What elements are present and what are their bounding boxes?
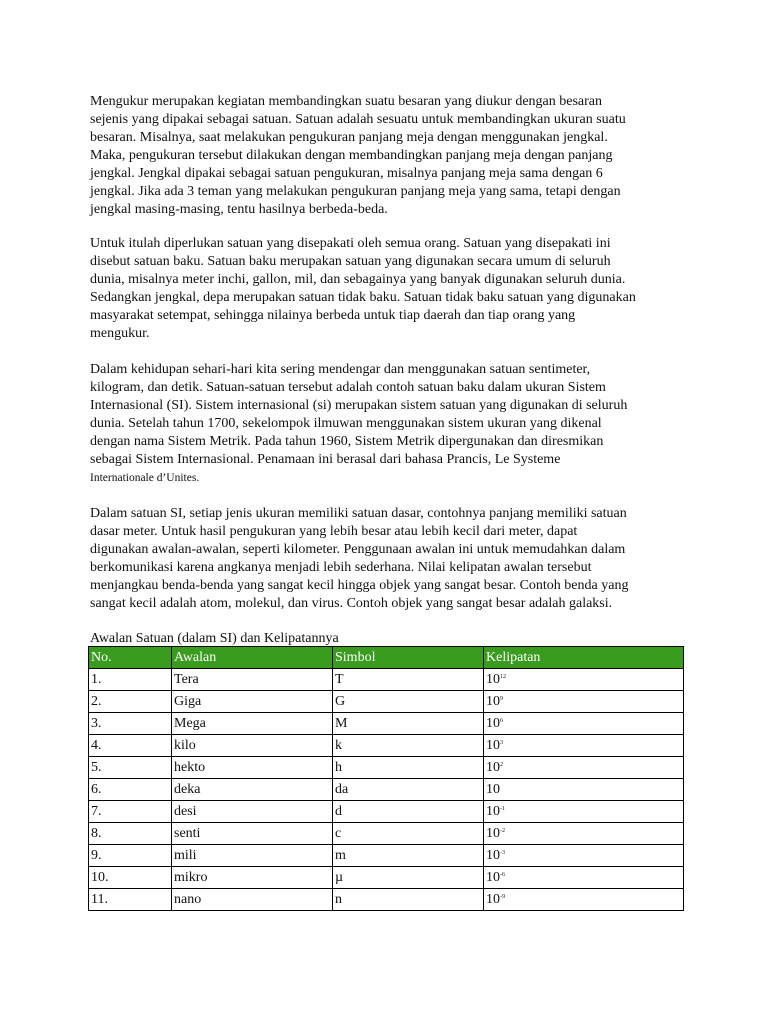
text-line: menjangkau benda-benda yang sangat kecil hingga objek yang sangat besar. Contoh benda yang bbox=[90, 578, 629, 593]
cell-kelipatan bbox=[484, 867, 684, 889]
text-line: digunakan awalan-awalan, seperti kilometer. Penggunaan awalan ini untuk memudahkan dalam bbox=[90, 542, 626, 557]
multiplier-exponent: -1 bbox=[500, 806, 505, 812]
table-row bbox=[89, 779, 684, 801]
cell-no: 11. bbox=[89, 889, 172, 911]
text-line: Untuk itulah diperlukan satuan yang disepakati oleh semua orang. Satuan yang disepakati ini bbox=[90, 236, 611, 251]
table-row bbox=[89, 889, 684, 911]
cell-no: 8. bbox=[89, 823, 172, 845]
cell-kelipatan bbox=[484, 669, 684, 691]
multiplier-exponent: 9 bbox=[500, 696, 503, 702]
header-no: No. bbox=[89, 647, 172, 669]
text-line: Internasional (SI). Sistem internasional (si) merupakan sistem satuan yang digunakan di seluruh bbox=[90, 398, 628, 413]
cell-awalan: mikro bbox=[172, 867, 333, 889]
cell-kelipatan bbox=[484, 713, 684, 735]
multiplier-base: 10 bbox=[486, 826, 500, 841]
table-row bbox=[89, 867, 684, 889]
cell-awalan: nano bbox=[172, 889, 333, 911]
text-line: dunia, misalnya meter inchi, gallon, mil, dan sebagainya yang banyak digunakan seluruh dunia. bbox=[90, 272, 626, 287]
cell-awalan: mili bbox=[172, 845, 333, 867]
paragraph-2 bbox=[90, 235, 690, 343]
multiplier-base: 10 bbox=[486, 760, 500, 775]
text-line: berkomunikasi karena angkanya menjadi lebih sederhana. Nilai kelipatan awalan tersebut bbox=[90, 560, 592, 575]
table-header-row bbox=[89, 647, 684, 669]
multiplier-base: 10 bbox=[486, 716, 500, 731]
cell-simbol: T bbox=[333, 669, 484, 691]
multiplier-base: 10 bbox=[486, 694, 500, 709]
multiplier-exponent: 3 bbox=[500, 740, 503, 746]
text-line: masyarakat setempat, sehingga nilainya berbeda untuk tiap daerah dan tiap orang yang bbox=[90, 308, 576, 323]
cell-awalan: Giga bbox=[172, 691, 333, 713]
multiplier-exponent: -6 bbox=[500, 872, 505, 878]
cell-simbol: h bbox=[333, 757, 484, 779]
cell-simbol: c bbox=[333, 823, 484, 845]
cell-simbol: n bbox=[333, 889, 484, 911]
cell-no: 10. bbox=[89, 867, 172, 889]
multiplier-base: 10 bbox=[486, 672, 500, 687]
cell-awalan: senti bbox=[172, 823, 333, 845]
header-kelipatan: Kelipatan bbox=[484, 647, 684, 669]
cell-kelipatan bbox=[484, 889, 684, 911]
multiplier-exponent: 2 bbox=[500, 762, 503, 768]
cell-awalan: desi bbox=[172, 801, 333, 823]
text-line: jengkal. Jika ada 3 teman yang melakukan pengukuran panjang meja yang sama, tetapi dengan bbox=[90, 184, 621, 199]
text-line: sebagai Sistem Internasional. Penamaan ini berasal dari bahasa Prancis, Le Systeme bbox=[90, 452, 561, 467]
cell-simbol: d bbox=[333, 801, 484, 823]
text-line: jengkal. Jengkal dipakai sebagai satuan pengukuran, misalnya panjang meja sama dengan 6 bbox=[90, 166, 603, 181]
cell-kelipatan bbox=[484, 735, 684, 757]
text-line: dasar meter. Untuk hasil pengukuran yang lebih besar atau lebih kecil dari meter, dapat bbox=[90, 524, 578, 539]
text-line: sangat kecil adalah atom, molekul, dan virus. Contoh objek yang sangat besar adalah galaksi. bbox=[90, 596, 613, 611]
multiplier-base: 10 bbox=[486, 870, 500, 885]
text-line: Maka, pengukuran tersebut dilakukan dengan membandingkan panjang meja dengan panjang bbox=[90, 148, 613, 163]
text-line: Mengukur merupakan kegiatan membandingkan suatu besaran yang diukur dengan besaran bbox=[90, 94, 602, 109]
cell-awalan: Tera bbox=[172, 669, 333, 691]
cell-kelipatan bbox=[484, 757, 684, 779]
cell-no: 1. bbox=[89, 669, 172, 691]
cell-awalan: Mega bbox=[172, 713, 333, 735]
table-row bbox=[89, 713, 684, 735]
multiplier-exponent: -9 bbox=[500, 894, 505, 900]
cell-kelipatan bbox=[484, 779, 684, 801]
cell-simbol: G bbox=[333, 691, 484, 713]
cell-no: 3. bbox=[89, 713, 172, 735]
cell-no: 9. bbox=[89, 845, 172, 867]
cell-no: 6. bbox=[89, 779, 172, 801]
multiplier-exponent: 6 bbox=[500, 718, 503, 724]
table-row bbox=[89, 669, 684, 691]
text-line: Dalam kehidupan sehari-hari kita sering mendengar dan menggunakan satuan sentimeter, bbox=[90, 362, 591, 377]
cell-kelipatan bbox=[484, 823, 684, 845]
cell-simbol: M bbox=[333, 713, 484, 735]
paragraph-3-last-line: Internationale d’Unites. bbox=[90, 472, 200, 484]
cell-kelipatan bbox=[484, 845, 684, 867]
table-row bbox=[89, 691, 684, 713]
text-line: kilogram, dan detik. Satuan-satuan tersebut adalah contoh satuan baku dalam ukuran Sistem bbox=[90, 380, 606, 395]
cell-simbol: µ bbox=[333, 867, 484, 889]
table-row bbox=[89, 801, 684, 823]
text-line: mengukur. bbox=[90, 326, 150, 341]
table-row bbox=[89, 823, 684, 845]
table-body bbox=[89, 669, 684, 911]
header-simbol: Simbol bbox=[333, 647, 484, 669]
cell-no: 5. bbox=[89, 757, 172, 779]
text-line: dunia. Setelah tahun 1700, sekelompok ilmuwan menggunakan sistem ukuran yang dikenal bbox=[90, 416, 602, 431]
multiplier-exponent: -3 bbox=[500, 850, 505, 856]
multiplier-base: 10 bbox=[486, 804, 500, 819]
text-line: sejenis yang dipakai sebagai satuan. Satuan adalah sesuatu untuk membandingkan ukuran suatu bbox=[90, 112, 626, 127]
multiplier-base: 10 bbox=[486, 892, 500, 907]
cell-no: 4. bbox=[89, 735, 172, 757]
text-line: Dalam satuan SI, setiap jenis ukuran memiliki satuan dasar, contohnya panjang memiliki satuan bbox=[90, 506, 627, 521]
table-row bbox=[89, 845, 684, 867]
multiplier-base: 10 bbox=[486, 738, 500, 753]
paragraph-3 bbox=[90, 361, 690, 487]
cell-no: 2. bbox=[89, 691, 172, 713]
header-awalan: Awalan bbox=[172, 647, 333, 669]
table-row bbox=[89, 735, 684, 757]
text-line: dengan nama Sistem Metrik. Pada tahun 1960, Sistem Metrik dipergunakan dan diresmikan bbox=[90, 434, 604, 449]
table-row bbox=[89, 757, 684, 779]
cell-no: 7. bbox=[89, 801, 172, 823]
cell-kelipatan bbox=[484, 801, 684, 823]
cell-awalan: deka bbox=[172, 779, 333, 801]
cell-awalan: hekto bbox=[172, 757, 333, 779]
cell-simbol: da bbox=[333, 779, 484, 801]
cell-simbol: m bbox=[333, 845, 484, 867]
paragraph-4 bbox=[90, 505, 690, 613]
multiplier-base: 10 bbox=[486, 782, 500, 797]
cell-kelipatan bbox=[484, 691, 684, 713]
text-line: disebut satuan baku. Satuan baku merupakan satuan yang digunakan secara umum di seluruh bbox=[90, 254, 611, 269]
table-caption: Awalan Satuan (dalam SI) dan Kelipatannya bbox=[90, 631, 339, 646]
text-line: besaran. Misalnya, saat melakukan pengukuran panjang meja dengan menggunakan jengkal. bbox=[90, 130, 608, 145]
multiplier-exponent: 12 bbox=[500, 674, 506, 680]
cell-awalan: kilo bbox=[172, 735, 333, 757]
si-prefix-table bbox=[88, 646, 684, 911]
paragraph-1 bbox=[90, 93, 690, 219]
multiplier-exponent: -2 bbox=[500, 828, 505, 834]
text-line: jengkal masing-masing, tentu hasilnya berbeda-beda. bbox=[90, 202, 388, 217]
text-line: Sedangkan jengkal, depa merupakan satuan tidak baku. Satuan tidak baku satuan yang digunakan bbox=[90, 290, 636, 305]
multiplier-base: 10 bbox=[486, 848, 500, 863]
cell-simbol: k bbox=[333, 735, 484, 757]
